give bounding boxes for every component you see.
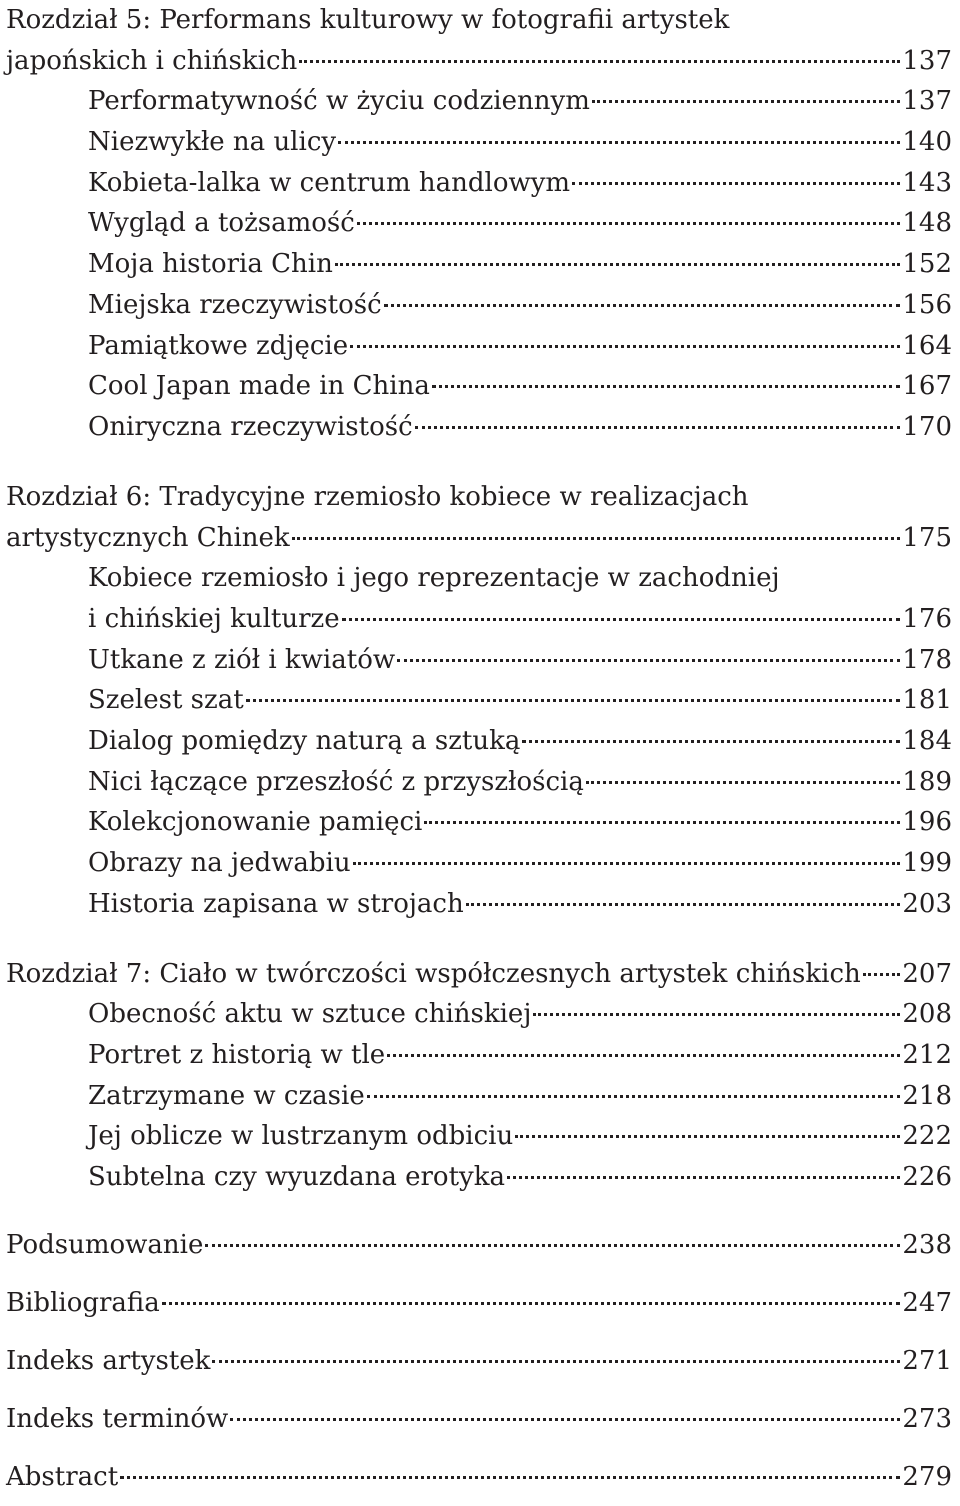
spacer bbox=[6, 1198, 952, 1216]
section-title: Jej oblicze w lustrzanym odbiciu bbox=[88, 1121, 514, 1152]
back-matter-entry bbox=[6, 1448, 952, 1506]
page-number: 164 bbox=[902, 330, 952, 361]
chapter-title: Rozdział 5: Performans kulturowy w fotografii artystek bbox=[6, 5, 730, 35]
page-number: 196 bbox=[902, 807, 952, 838]
section-title: Kolekcjonowanie pamięci bbox=[88, 807, 423, 838]
section-title: Pamiątkowe zdjęcie bbox=[88, 330, 349, 361]
page-number: 271 bbox=[902, 1345, 952, 1376]
page-number: 207 bbox=[902, 958, 952, 989]
page-number: 137 bbox=[902, 86, 952, 117]
table-of-contents bbox=[6, 0, 952, 1506]
page-number: 137 bbox=[902, 45, 952, 76]
section-entry bbox=[6, 122, 952, 163]
dot-leader bbox=[592, 100, 901, 103]
page-number: 273 bbox=[902, 1403, 952, 1434]
dot-leader bbox=[292, 537, 901, 540]
entry-title: Indeks artystek bbox=[6, 1345, 211, 1376]
dot-leader bbox=[353, 862, 901, 865]
section-entry bbox=[6, 366, 952, 407]
chapter-6-entry bbox=[6, 518, 952, 559]
section-entry bbox=[6, 762, 952, 803]
page-number: 238 bbox=[902, 1229, 952, 1260]
dot-leader bbox=[246, 699, 901, 702]
page-number: 175 bbox=[902, 522, 952, 553]
page-number: 212 bbox=[902, 1040, 952, 1071]
section-entry bbox=[6, 407, 952, 448]
dot-leader bbox=[230, 1418, 900, 1421]
back-matter-entry bbox=[6, 1332, 952, 1390]
section-entry bbox=[6, 203, 952, 244]
section-entry bbox=[6, 285, 952, 326]
page-number: 148 bbox=[902, 208, 952, 239]
dot-leader bbox=[415, 426, 901, 429]
dot-leader bbox=[335, 263, 901, 266]
section-entry bbox=[6, 994, 952, 1035]
section-entry-line-1 bbox=[6, 558, 952, 599]
section-title: Utkane z ziół i kwiatów bbox=[88, 644, 396, 675]
section-title: Subtelna czy wyuzdana erotyka bbox=[88, 1162, 505, 1193]
section-title: Miejska rzeczywistość bbox=[88, 289, 382, 320]
section-title: Oniryczna rzeczywistość bbox=[88, 411, 413, 442]
section-entry bbox=[6, 599, 952, 640]
section-entry bbox=[6, 680, 952, 721]
section-title: Obecność aktu w sztuce chińskiej bbox=[88, 999, 532, 1030]
section-title: Performatywność w życiu codziennym bbox=[88, 86, 590, 117]
dot-leader bbox=[387, 1054, 900, 1057]
page-number: 203 bbox=[902, 888, 952, 919]
chapter-title: japońskich i chińskich bbox=[6, 45, 298, 76]
page-number: 226 bbox=[902, 1162, 952, 1193]
section-title: Niezwykłe na ulicy bbox=[88, 127, 337, 158]
dot-leader bbox=[424, 821, 900, 824]
section-entry bbox=[6, 244, 952, 285]
section-entry bbox=[6, 1157, 952, 1198]
page-number: 184 bbox=[902, 725, 952, 756]
section-title: Dialog pomiędzy naturą a sztuką bbox=[88, 725, 521, 756]
page-number: 218 bbox=[902, 1080, 952, 1111]
back-matter-entry bbox=[6, 1216, 952, 1274]
spacer bbox=[6, 448, 952, 477]
page-number: 143 bbox=[902, 167, 952, 198]
page-number: 222 bbox=[902, 1121, 952, 1152]
dot-leader bbox=[357, 222, 901, 225]
chapter-title: Rozdział 6: Tradycyjne rzemiosło kobiece w realizacjach bbox=[6, 481, 749, 512]
dot-leader bbox=[515, 1135, 900, 1138]
entry-title: Podsumowanie bbox=[6, 1229, 204, 1260]
entry-title: Bibliografia bbox=[6, 1287, 160, 1318]
page-number: 140 bbox=[902, 127, 952, 158]
section-title: Wygląd a tożsamość bbox=[88, 208, 355, 239]
section-entry bbox=[6, 884, 952, 925]
dot-leader bbox=[212, 1360, 900, 1363]
page-number: 189 bbox=[902, 766, 952, 797]
dot-leader bbox=[162, 1302, 901, 1305]
section-title: Zatrzymane w czasie bbox=[88, 1080, 365, 1111]
entry-title: Abstract bbox=[6, 1461, 119, 1492]
dot-leader bbox=[466, 903, 901, 906]
section-title: Moja historia Chin bbox=[88, 249, 333, 280]
dot-leader bbox=[586, 781, 901, 784]
section-entry bbox=[6, 640, 952, 681]
section-title: Portret z historią w tle bbox=[88, 1040, 386, 1071]
section-entry bbox=[6, 163, 952, 204]
dot-leader bbox=[367, 1095, 901, 1098]
chapter-6-title-line-1 bbox=[6, 477, 952, 518]
section-title: Szelest szat bbox=[88, 685, 244, 716]
dot-leader bbox=[522, 740, 900, 743]
dot-leader bbox=[205, 1244, 900, 1247]
section-entry bbox=[6, 1116, 952, 1157]
back-matter-entry bbox=[6, 1390, 952, 1448]
page-number: 152 bbox=[902, 249, 952, 280]
page-number: 170 bbox=[902, 411, 952, 442]
dot-leader bbox=[338, 141, 900, 144]
page-number: 181 bbox=[902, 685, 952, 716]
chapter-title: Rozdział 7: Ciało w twórczości współczesnych artystek chińskich bbox=[6, 958, 861, 989]
section-entry bbox=[6, 326, 952, 367]
page-number: 156 bbox=[902, 289, 952, 320]
dot-leader bbox=[507, 1176, 900, 1179]
section-entry bbox=[6, 1076, 952, 1117]
section-entry bbox=[6, 1035, 952, 1076]
section-title: Historia zapisana w strojach bbox=[88, 888, 464, 919]
page-number: 208 bbox=[902, 999, 952, 1030]
dot-leader bbox=[384, 304, 901, 307]
section-title: i chińskiej kulturze bbox=[88, 603, 340, 634]
section-entry bbox=[6, 802, 952, 843]
chapter-7-entry bbox=[6, 954, 952, 995]
dot-leader bbox=[350, 345, 900, 348]
dot-leader bbox=[572, 182, 900, 185]
page-number: 167 bbox=[902, 371, 952, 402]
section-title: Cool Japan made in China bbox=[88, 371, 430, 402]
dot-leader bbox=[342, 618, 901, 621]
page-number: 178 bbox=[902, 644, 952, 675]
section-entry bbox=[6, 81, 952, 122]
back-matter-entry bbox=[6, 1274, 952, 1332]
entry-title: Indeks terminów bbox=[6, 1403, 229, 1434]
page-number: 279 bbox=[902, 1461, 952, 1492]
chapter-title: artystycznych Chinek bbox=[6, 522, 290, 553]
section-title: Kobiece rzemiosło i jego reprezentacje w zachodniej bbox=[88, 563, 780, 594]
section-title: Kobieta-lalka w centrum handlowym bbox=[88, 167, 571, 198]
section-title: Nici łączące przeszłość z przyszłością bbox=[88, 766, 584, 797]
dot-leader bbox=[863, 973, 901, 976]
section-title: Obrazy na jedwabiu bbox=[88, 848, 351, 879]
dot-leader bbox=[533, 1013, 900, 1016]
chapter-5-title-line-1 bbox=[6, 0, 952, 41]
section-entry bbox=[6, 721, 952, 762]
spacer bbox=[6, 924, 952, 953]
page-number: 247 bbox=[902, 1287, 952, 1318]
page-number: 199 bbox=[902, 848, 952, 879]
dot-leader bbox=[299, 60, 900, 63]
dot-leader bbox=[432, 385, 901, 388]
dot-leader bbox=[397, 659, 900, 662]
page-number: 176 bbox=[902, 603, 952, 634]
dot-leader bbox=[120, 1476, 900, 1479]
section-entry bbox=[6, 843, 952, 884]
chapter-5-entry bbox=[6, 41, 952, 82]
